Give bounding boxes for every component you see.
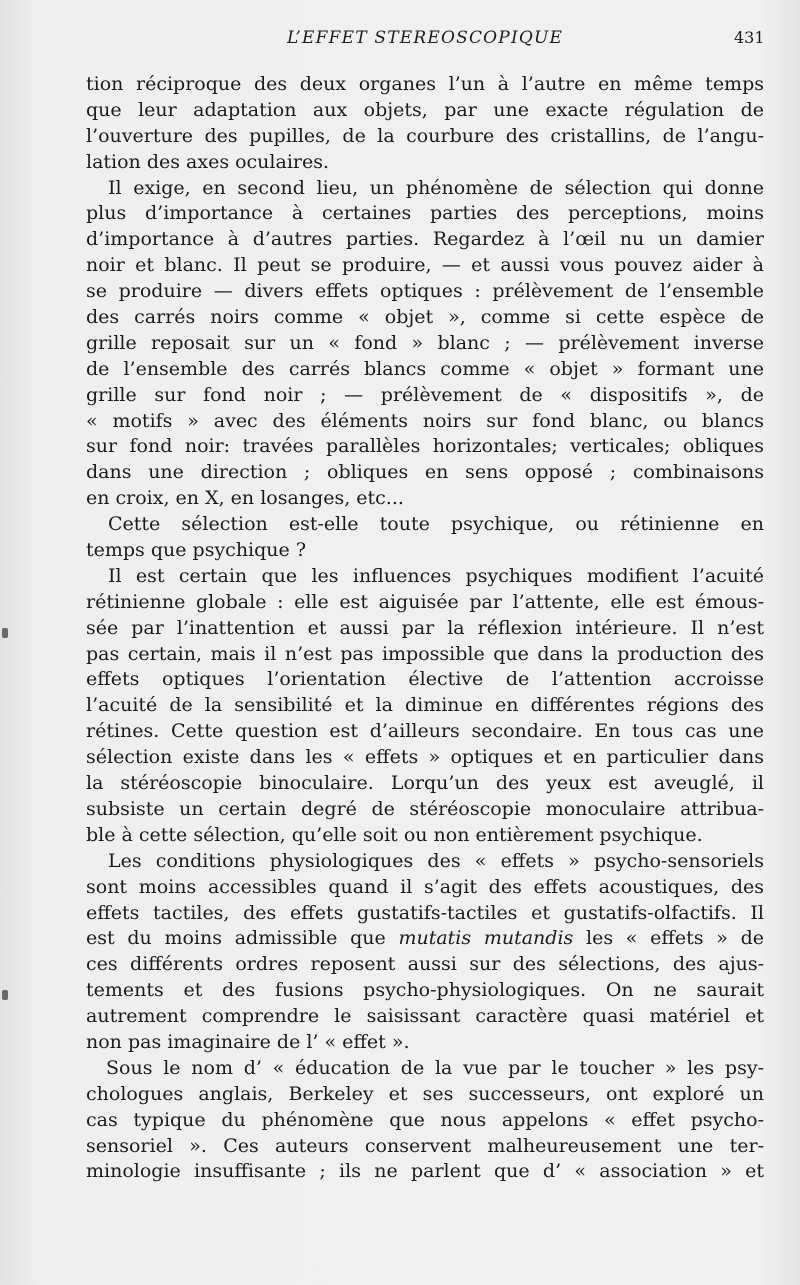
paragraph-start-line: Il exige, en second lieu, un phénomène de sélection qui donne [108,176,764,199]
text-line: autrement comprendre le saisissant caractère quasi matériel et [86,1005,764,1028]
text-line: rétinienne globale : elle est aiguisée par l’attente, elle est émous- [86,590,764,613]
text-line: sée par l’inattention et aussi par la réflexion intérieure. Il n’est [86,616,764,639]
text-segment: est du moins admissible que [86,927,386,950]
text-line: de l’ensemble des carrés blancs comme « objet » formant une [86,357,764,380]
text-line: minologie insuffisante ; ils ne parlent que d’ « association » et [86,1160,764,1183]
margin-mark [2,990,8,1000]
text-line: sensoriel ». Ces auteurs conservent malheureusement une ter- [86,1134,764,1157]
text-line: que leur adaptation aux objets, par une exacte régulation de [86,98,764,121]
text-line: cas typique du phénomène que nous appelons « effet psycho- [86,1108,764,1131]
text-line: des carrés noirs comme « objet », comme si cette espèce de [86,306,764,329]
text-line: dans une direction ; obliques en sens opposé ; combinaisons [86,461,764,484]
text-line: chologues anglais, Berkeley et ses successeurs, ont exploré un [86,1082,764,1105]
text-line: tements et des fusions psycho-physiologiques. On ne saurait [86,979,764,1002]
text-line: effets optiques l’orientation élective de l’attention accroisse [86,668,764,691]
text-line: noir et blanc. Il peut se produire, — et aussi vous pouvez aider à [86,254,764,277]
text-line: l’ouverture des pupilles, de la courbure des cristallins, de l’angu- [86,124,764,147]
italic-phrase: mutatis mutandis [398,927,574,950]
text-line: tion réciproque des deux organes l’un à l’autre en même temps [86,73,764,95]
text-line: se produire — divers effets optiques : prélèvement de l’ensemble [86,280,764,303]
paragraph-start-line: Il est certain que les influences psychiques modifient l’acuité [108,564,764,587]
text-line: sont moins accessibles quand il s’agit des effets acoustiques, des [86,875,764,898]
text-line: effets tactiles, des effets gustatifs-tactiles et gustatifs-olfactifs. Il [86,901,764,924]
text-line: la stéréoscopie binoculaire. Lorqu’un des yeux est aveuglé, il [86,772,764,795]
paragraph-start-line: Sous le nom d’ « éducation de la vue par le toucher » les psy- [106,1056,764,1079]
page-header [0,26,800,56]
text-line: d’importance à d’autres parties. Regardez à l’œil nu un damier [86,228,764,251]
text-line: grille sur fond noir ; — prélèvement de « dispositifs », de [86,383,764,406]
body-text [86,72,764,1185]
page-number: 431 [734,28,765,47]
text-line: subsiste un certain degré de stéréoscopie monoculaire attribua- [86,797,764,820]
paragraph-start-line: Les conditions physiologiques des « effets » psycho-sensoriels [108,849,764,872]
text-line: temps que psychique ? [86,539,307,562]
text-line: plus d’importance à certaines parties des perceptions, moins [86,202,764,225]
text-line: pas certain, mais il n’est pas impossible que dans la production des [86,642,764,665]
text-segment: les « effets » de [586,927,764,950]
text-line: l’acuité de la sensibilité et la diminue en différentes régions des [86,694,764,717]
text-line: grille reposait sur un « fond » blanc ; — prélèvement inverse [86,331,764,354]
text-line: sur fond noir: travées parallèles horizontales; verticales; obliques [86,435,764,458]
text-line: rétines. Cette question est d’ailleurs secondaire. En tous cas une [86,720,764,743]
paragraph-start-line: Cette sélection est-elle toute psychique, ou rétinienne en [108,513,764,536]
running-title: L’EFFET STEREOSCOPIQUE [287,28,564,48]
text-line: ble à cette sélection, qu’elle soit ou non entièrement psychique. [86,823,703,846]
text-line: ces différents ordres reposent aussi sur des sélections, des ajus- [86,953,764,976]
text-line-with-italic [86,926,764,952]
text-line: sélection existe dans les « effets » optiques et en particulier dans [86,746,764,769]
text-line: non pas imaginaire de l’ « effet ». [86,1030,410,1053]
margin-mark [2,628,8,638]
text-line: lation des axes oculaires. [86,150,330,173]
text-line: « motifs » avec des éléments noirs sur fond blanc, ou blancs [86,409,764,432]
text-line: en croix, en X, en losanges, etc... [86,487,404,510]
